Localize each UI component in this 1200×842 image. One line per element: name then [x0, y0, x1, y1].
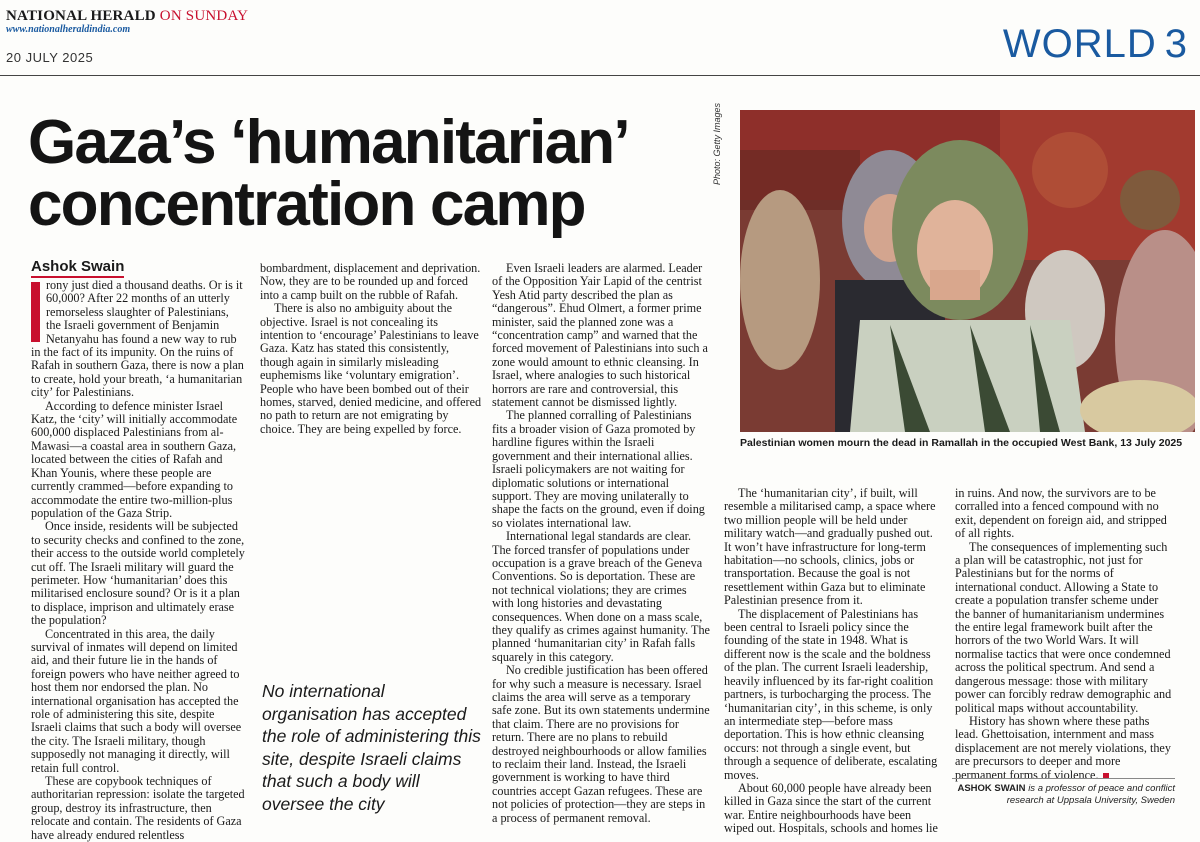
headline-line-2: concentration camp — [28, 170, 585, 239]
byline: Ashok Swain — [31, 258, 124, 278]
paragraph: Concentrated in this area, the daily survival of inmates will depend on limited aid, and their future lie in the hands of foreign powers who have neither agreed to host them nor endorsed the plan. No international organisation has accepted the role of administering this site, despite Israeli claims that such a body will oversee the city. The Israeli military, though supposedly not managing it directly, will retain full control. — [31, 626, 242, 775]
paragraph — [955, 715, 1173, 782]
paragraph: No credible justification has been offered for why such a measure is necessary. Israel claims the area will serve as a temporary safe zone. But its own statements undermine that claim. There are no provisions for return. There are no plans to rebuild destroyed neighbourhoods or allow families to reclaim their land. Instead, the Israeli government is working to have third countries accept Gazan refugees. These are not policies of protection—they are steps in a process of permanent removal. — [492, 663, 710, 825]
author-description: is a professor of peace and conflict research at Uppsala University, Sweden — [1006, 783, 1175, 806]
issue-date: 20 JULY 2025 — [6, 50, 94, 65]
headline-line-1: Gaza’s ‘humanitarian’ — [28, 108, 629, 177]
paragraph: bombardment, displacement and deprivation. Now, they are to be rounded up and forced into a camp built on the rubble of Rafah. — [260, 261, 481, 302]
photo-credit: Photo: Getty Images — [712, 102, 722, 185]
author-name: ASHOK SWAIN — [957, 783, 1026, 794]
paragraph: There is also no ambiguity about the objective. Israel is not concealing its intention to ‘encourage’ Palestinians to leave Gaza. Katz has stated this consistently, though again in similarly misleading euphemisms like ‘voluntary emigration’. People who have been bombed out of their homes, starved, denied medicine, and offered no path to return are not emigrating by choice. They are being expelled by force. — [260, 301, 482, 436]
article-column-1 — [31, 279, 246, 842]
paragraph: in ruins. And now, the survivors are to be corralled into a fenced compound with no exit, dependent on foreign aid, and stripped of all rights. — [955, 486, 1167, 541]
bio-rule — [952, 778, 1175, 779]
headline — [28, 108, 688, 239]
paragraph: Once inside, residents will be subjected to security checks and confined to the zone, their access to the outside world completely cut off. The Israeli military will guard the perimeter. How ‘humanitarian’ does this militarised enclosure sound? Or is it a plan to displace, imprison and ultimately erase the population? — [31, 519, 245, 628]
article-column-2 — [260, 262, 482, 436]
article-column-3 — [492, 262, 710, 825]
brand-name: NATIONAL HERALD — [6, 8, 156, 24]
page-number: 3 — [1164, 22, 1188, 66]
paragraph: Even Israeli leaders are alarmed. Leader of the Opposition Yair Lapid of the centrist Yesh Atid party described the plan as “dangerous”. Ehud Olmert, a former prime minister, said the planned zone was a “concentration camp” and warned that the forced movement of Palestinians into such a zone would amount to ethnic cleansing. In Israel, where analogies to such historical horrors are rare and controversial, this statement cannot be dismissed lightly. — [492, 261, 708, 410]
author-bio — [950, 783, 1175, 807]
paragraph: International legal standards are clear. The forced transfer of populations under occupation is a grave breach of the Geneva Conventions. So is deportation. These are not technical violations; they are crimes with long histories and devastating consequences. When done on a mass scale, they qualify as crimes against humanity. The planned ‘humanitarian city’ in Rafah falls squarely in this category. — [492, 529, 710, 664]
paragraph: The displacement of Palestinians has been central to Israeli policy since the founding of the state in 1948. What is different now is the scale and the boldness of the plan. The current Israeli leadership, heavily influenced by its far-right coalition partners, is turbocharging the process. The ‘humanitarian city’, in this scheme, is only an intermediate step—before mass deportation. This is how ethnic cleansing occurs: not through a single event, but through a sequence of deliberate, escalating moves. — [724, 606, 938, 782]
site-url[interactable]: www.nationalheraldindia.com — [6, 24, 131, 35]
news-photo[interactable] — [740, 110, 1195, 432]
drop-cap-mark — [31, 282, 40, 342]
brand-accent: ON SUNDAY — [159, 8, 249, 24]
paragraph: The ‘humanitarian city’, if built, will resemble a militarised camp, a space where two million people will be held under military watch—and gradually pushed out. It won’t have infrastructure for long-term habitation—no schools, clinics, jobs or transportation. Because the goal is not resettlement within Gaza but to eliminate Palestinian presence from it. — [724, 486, 936, 608]
masthead — [6, 8, 248, 36]
closing-text: History has shown where these paths lead. Ghettoisation, internment and mass displacement are not merely violations, they are precursors to deeper and more permanent forms of violence. — [955, 713, 1171, 782]
article-column-4 — [724, 487, 942, 836]
paragraph: About 60,000 people have already been killed in Gaza since the start of the current war. Entire neighbourhoods have been wiped out. Hospitals, schools and homes lie — [724, 780, 938, 836]
paragraph: The planned corralling of Palestinians fits a broader vision of Gaza promoted by hardline figures within the Israeli government and their international allies. Israeli policymakers are not waiting for diplomatic solutions or international support. They are moving unilaterally to shape the facts on the ground, even if doing so violates international law. — [492, 408, 705, 530]
section-label — [1003, 22, 1188, 66]
paragraph: rony just died a thousand deaths. Or is it 60,000? After 22 months of an utterly remorseless slaughter of Palestinians, the Israeli government of Benjamin Netanyahu has found a new way to rub in the fact of its impunity. On the ruins of Rafah in southern Gaza, there is now a plan to create, hold your breath, ‘a humanitarian city’ for Palestinians. — [31, 278, 244, 400]
photo-illustration — [740, 110, 1195, 432]
photo-caption: Palestinian women mourn the dead in Ramallah in the occupied West Bank, 13 July 2025 — [740, 437, 1183, 449]
paragraph: According to defence minister Israel Katz, the ‘city’ will initially accommodate 600,000 displaced Palestinians from al-Mawasi—a coastal area in southern Gaza, located between the cities of Rafah and Khan Younis, where these people are currently crammed—before expanding to accommodate the entire two-million-plus population of the Gaza Strip. — [31, 398, 238, 520]
pull-quote: No international organisation has accepted the role of administering this site, despite Israeli claims that such a body will oversee the city — [262, 681, 481, 814]
header-rule — [0, 75, 1200, 76]
brand-logo[interactable] — [6, 8, 248, 24]
paragraph: The consequences of implementing such a plan will be catastrophic, not just for Palestinians but for the norms of international conduct. Allowing a State to create a population transfer scheme under the banner of humanitarianism undermines the entire legal framework built after the horrors of the two World Wars. It will normalise tactics that were once condemned across the political spectrum. And send a dangerous message: those with military power can forcibly redraw demographic and political maps without accountability. — [955, 539, 1172, 715]
section-name: WORLD — [1002, 22, 1157, 66]
paragraph: These are copybook techniques of authoritarian repression: isolate the targeted group, destroy its infrastructure, then relocate and contain. The residents of Gaza have already endured relentless — [31, 774, 245, 842]
article-column-5 — [955, 487, 1173, 782]
